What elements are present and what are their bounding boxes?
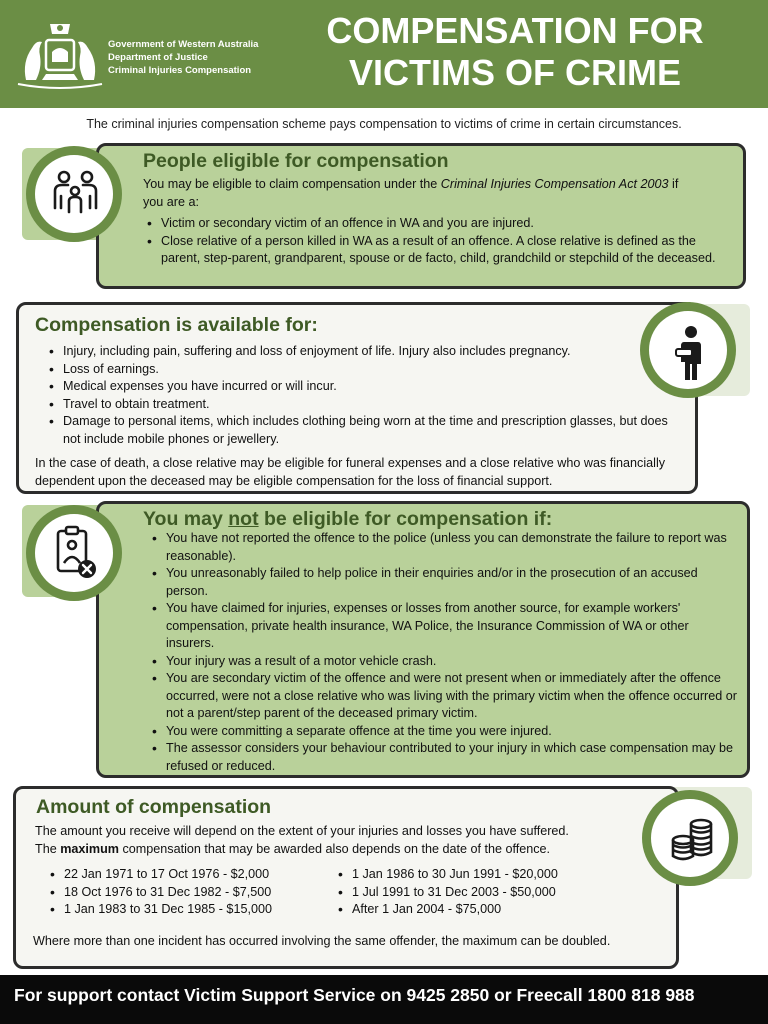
available-heading: Compensation is available for: <box>35 314 318 336</box>
list-item: • Victim or secondary victim of an offence in WA and you are injured. <box>143 215 738 233</box>
list-item: • You have claimed for injuries, expenses or losses from another source, for example workers' compensation, private health insurance, WA Police, the Insurance Commission of WA or other insurers. <box>148 600 740 653</box>
gov-line-2: Department of Justice <box>108 52 208 63</box>
list-item: • After 1 Jan 2004 - $75,000 <box>334 901 624 919</box>
list-item: • Close relative of a person killed in WA as a result of an offence. A close relative is defined as the parent, step-parent, grandparent, spouse or de facto, child, grandchild or stepchild of the deceased. <box>143 233 738 268</box>
list-item: • Travel to obtain treatment. <box>45 396 675 414</box>
eligible-list <box>143 215 738 268</box>
list-item: • 1 Jul 1991 to 31 Dec 2003 - $50,000 <box>334 884 624 902</box>
list-item: • 1 Jan 1983 to 31 Dec 1985 - $15,000 <box>46 901 336 919</box>
intro-text: The criminal injuries compensation scheme pays compensation to victims of crime in certain circumstances. <box>86 117 682 131</box>
heading-part-1: You may <box>143 508 229 530</box>
list-item: • Medical expenses you have incurred or will incur. <box>45 378 675 396</box>
coins-icon <box>642 790 738 886</box>
amount-dates-right <box>334 866 624 919</box>
page-title <box>290 10 740 94</box>
amount-line-2 <box>35 841 635 859</box>
list-item: • Your injury was a result of a motor vehicle crash. <box>148 653 740 671</box>
eligible-lead-after: if <box>668 177 679 191</box>
eligible-lead-line2: you are a: <box>143 194 200 209</box>
list-item: • You were committing a separate offence at the time you were injured. <box>148 723 740 741</box>
amount-line-2-before: The <box>35 841 61 856</box>
list-item: • 22 Jan 1971 to 17 Oct 1976 - $2,000 <box>46 866 336 884</box>
amount-line-2-after: compensation that may be awarded also depends on the date of the offence. <box>119 841 551 856</box>
list-item: • 18 Oct 1976 to 31 Dec 1982 - $7,500 <box>46 884 336 902</box>
eligible-lead-act: Criminal Injuries Compensation Act 2003 <box>440 177 669 191</box>
eligible-lead <box>143 176 738 194</box>
support-footer: For support contact Victim Support Service on 9425 2850 or Freecall 1800 818 988 <box>0 975 768 1024</box>
eligible-icon-badge <box>26 146 122 242</box>
amount-heading: Amount of compensation <box>36 796 272 818</box>
list-item: • The assessor considers your behaviour contributed to your injury in which case compensation may be refused or reduced. <box>148 740 740 775</box>
available-list <box>45 343 675 448</box>
eligible-body <box>143 176 738 268</box>
list-item: • You are secondary victim of the offence and were not present when or immediately after the offence occurred, were not a close relative who was living with the primary victim when the offence occurred or not a parent/step parent of the deceased primary victim. <box>148 670 740 723</box>
amount-line-1: The amount you receive will depend on the extent of your injuries and losses you have suffered. <box>35 824 569 838</box>
available-footnote: In the case of death, a close relative may be eligible for funeral expenses and a close relative who was financially dependent upon the deceased may be eligible compensation for the loss of financial support. <box>35 456 666 488</box>
list-item: • You unreasonably failed to help police in their enquiries and/or in the prosecution of an accused person. <box>148 565 740 600</box>
list-item: • 1 Jan 1986 to 30 Jun 1991 - $20,000 <box>334 866 624 884</box>
amount-dates-left <box>46 866 336 919</box>
not-eligible-heading <box>143 508 552 531</box>
family-icon <box>26 146 122 242</box>
eligible-lead-before: You may be eligible to claim compensation under the <box>143 177 441 191</box>
amount-line-2-bold: maximum <box>60 841 119 856</box>
eligible-heading: People eligible for compensation <box>143 150 449 172</box>
not-eligible-body <box>148 530 740 775</box>
heading-part-2: be eligible for compensation if: <box>258 508 553 530</box>
amount-list-right <box>334 866 624 919</box>
amount-list-left <box>46 866 336 919</box>
government-label <box>108 38 258 77</box>
list-item: • Injury, including pain, suffering and loss of enjoyment of life. Injury also includes pregnancy. <box>45 343 675 361</box>
heading-part-not: not <box>228 508 259 530</box>
available-body <box>45 343 675 448</box>
list-item: • You have not reported the offence to the police (unless you can demonstrate the failure to report was reasonable). <box>148 530 740 565</box>
title-line-1: COMPENSATION FOR <box>326 10 704 51</box>
list-item: • Damage to personal items, which includes clothing being worn at the time and prescription glasses, but does not include mobile phones or jewellery. <box>45 413 675 448</box>
gov-line-1: Government of Western Australia <box>108 39 259 50</box>
wa-coat-of-arms-icon <box>12 18 108 90</box>
list-item: • Loss of earnings. <box>45 361 675 379</box>
amount-footnote: Where more than one incident has occurred involving the same offender, the maximum can be doubled. <box>33 934 611 948</box>
not-eligible-list <box>148 530 740 775</box>
clipboard-cross-icon <box>26 505 122 601</box>
amount-icon-badge <box>642 790 738 886</box>
not-eligible-icon-badge <box>26 505 122 601</box>
gov-line-3: Criminal Injuries Compensation <box>108 65 252 76</box>
header-banner <box>0 0 768 108</box>
amount-intro <box>35 823 635 858</box>
title-line-2: VICTIMS OF CRIME <box>349 52 681 93</box>
